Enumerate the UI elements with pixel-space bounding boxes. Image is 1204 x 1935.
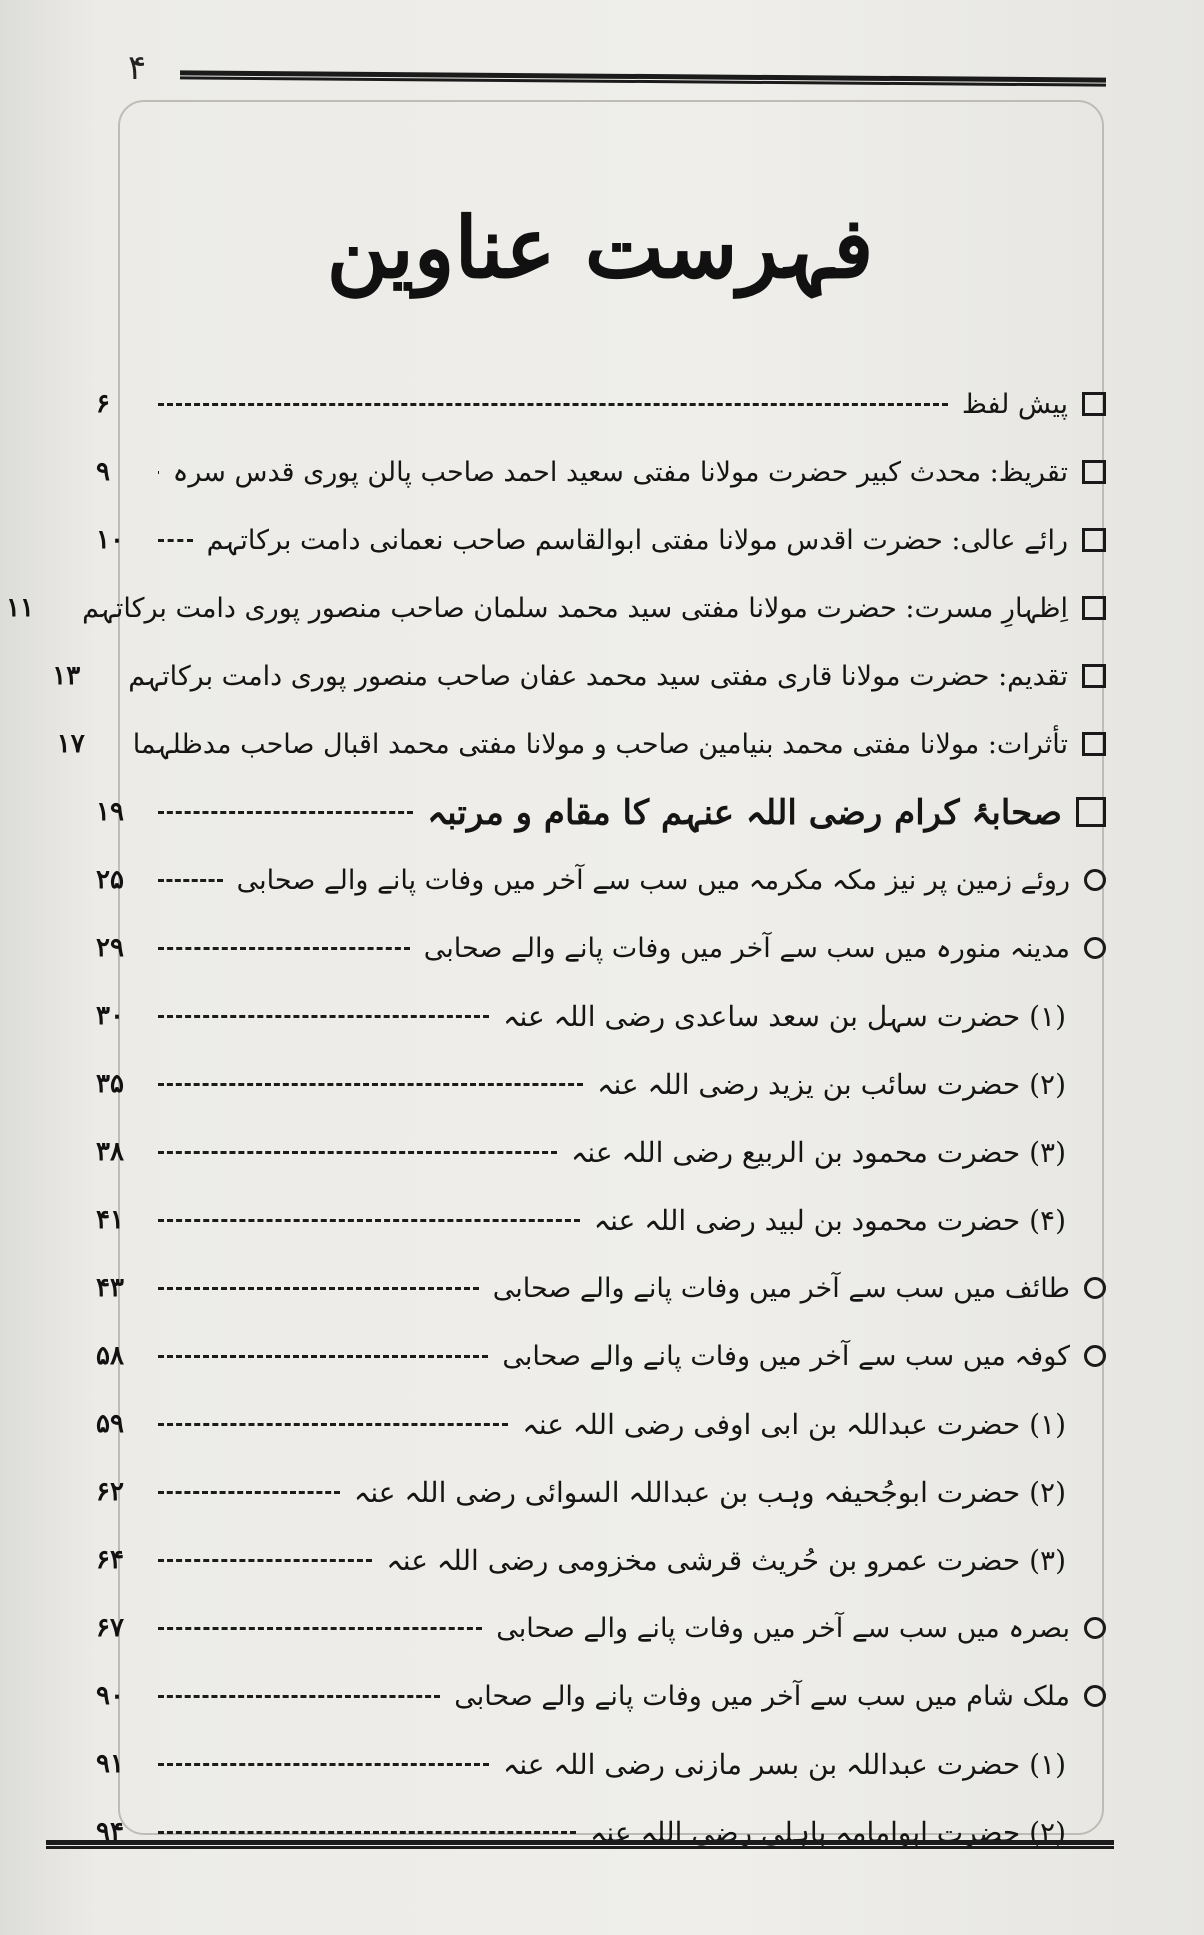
square-bullet-icon — [1082, 664, 1106, 688]
toc-entry-label: (۱) حضرت عبداللہ بن ابی اوفی رضی اللہ عنہ — [522, 1407, 1066, 1441]
toc-entry — [52, 642, 1106, 710]
dash-leader — [158, 1627, 482, 1630]
toc-entry-label: ملک شام میں سب سے آخر میں وفات پانے والے صحابی — [454, 1680, 1070, 1712]
square-bullet-icon — [1082, 528, 1106, 552]
toc-entry-page-number: ۹ — [96, 457, 110, 487]
toc-entry — [96, 1526, 1106, 1594]
toc-entry — [96, 370, 1106, 438]
dash-leader — [158, 1831, 576, 1834]
toc-entry-page-number: ۱۷ — [56, 729, 85, 759]
page-number: ۴ — [128, 48, 147, 88]
toc-entry-label: تقریظ: محدث کبیر حضرت مولانا مفتی سعید احمد صاحب پالن پوری قدس سرہ — [172, 456, 1068, 488]
bottom-rule — [46, 1840, 1114, 1849]
toc-entry-label: تأثرات: مولانا مفتی محمد بنیامین صاحب و مولانا مفتی محمد اقبال صاحب مدظلہما — [132, 728, 1068, 760]
toc-entry — [96, 438, 1106, 506]
page-title: فہرست عناوین — [326, 198, 874, 297]
toc-entry-label: پیش لفظ — [961, 388, 1068, 420]
toc-entry-label: صحابۂ کرام رضی اللہ عنہم کا مقام و مرتبہ — [427, 792, 1062, 833]
dash-leader — [158, 1491, 340, 1494]
toc-entry-page-number: ۲۹ — [96, 933, 124, 963]
circle-bullet-icon — [1084, 1617, 1106, 1639]
toc-entry-label: رائے عالی: حضرت اقدس مولانا مفتی ابوالقاسم صاحب نعمانی دامت برکاتہم — [206, 524, 1068, 556]
dash-leader — [158, 1355, 488, 1358]
toc-entry-page-number: ۳۸ — [96, 1137, 124, 1167]
dash-leader — [158, 879, 223, 882]
toc-entry-label: (۲) حضرت ابوجُحیفہ وہب بن عبداللہ السوائی رضی اللہ عنہ — [353, 1475, 1066, 1509]
square-bullet-icon — [1076, 797, 1106, 827]
dash-leader — [158, 947, 410, 950]
dash-leader — [158, 1219, 580, 1222]
toc-entry-page-number: ۵۸ — [96, 1341, 124, 1371]
toc-entry — [96, 1186, 1106, 1254]
toc-entry-label: تقدیم: حضرت مولانا قاری مفتی سید محمد عفان صاحب منصور پوری دامت برکاتہم — [128, 660, 1068, 692]
toc-entry — [96, 1322, 1106, 1390]
toc-entry — [96, 1050, 1106, 1118]
toc-entry-page-number: ۱۱ — [6, 593, 35, 623]
circle-bullet-icon — [1084, 1345, 1106, 1367]
toc-entry-label: (۲) حضرت ابوامامہ باہلی رضی اللہ عنہ — [590, 1815, 1066, 1849]
toc-entry — [96, 1662, 1106, 1730]
toc-entry — [56, 710, 1106, 778]
dash-leader — [158, 1287, 479, 1290]
toc-entry — [96, 1594, 1106, 1662]
circle-bullet-icon — [1084, 1685, 1106, 1707]
toc-entry-page-number: ۱۳ — [52, 661, 81, 691]
toc-entry-label: مدینہ منورہ میں سب سے آخر میں وفات پانے والے صحابی — [423, 932, 1070, 964]
dash-leader — [158, 1763, 489, 1766]
toc-entry-label: (۱) حضرت عبداللہ بن بسر مازنی رضی اللہ عنہ — [502, 1747, 1066, 1781]
toc-entry-label: (۳) حضرت عمرو بن حُریث قرشی مخزومی رضی اللہ عنہ — [386, 1543, 1066, 1577]
toc-entry — [6, 574, 1106, 642]
toc-entry-page-number: ۶۲ — [96, 1477, 124, 1507]
toc-entry-label: (۴) حضرت محمود بن لبید رضی اللہ عنہ — [593, 1203, 1066, 1237]
toc-entry — [96, 982, 1106, 1050]
toc-entry-page-number: ۶ — [96, 389, 110, 419]
table-of-contents — [6, 370, 1106, 1866]
toc-entry — [96, 506, 1106, 574]
toc-entry-page-number: ۶۴ — [96, 1545, 124, 1575]
dash-leader — [158, 1151, 557, 1154]
toc-entry-page-number: ۳۵ — [96, 1069, 124, 1099]
toc-entry — [96, 1390, 1106, 1458]
toc-entry-page-number: ۳۰ — [96, 1001, 124, 1031]
toc-entry-label: طائف میں سب سے آخر میں وفات پانے والے صحابی — [492, 1272, 1070, 1304]
toc-entry — [96, 846, 1106, 914]
toc-entry-label: (۲) حضرت سائب بن یزید رضی اللہ عنہ — [597, 1067, 1066, 1101]
toc-entry-label: اِظہارِ مسرت: حضرت مولانا مفتی سید محمد سلمان صاحب منصور پوری دامت برکاتہم — [82, 592, 1068, 624]
toc-entry — [96, 778, 1106, 846]
square-bullet-icon — [1082, 732, 1106, 756]
toc-entry — [96, 1798, 1106, 1866]
toc-entry-label: (۳) حضرت محمود بن الربیع رضی اللہ عنہ — [571, 1135, 1066, 1169]
toc-entry-page-number: ۱۹ — [96, 797, 124, 827]
toc-entry-label: بصرہ میں سب سے آخر میں وفات پانے والے صحابی — [496, 1612, 1070, 1644]
toc-entry — [96, 1254, 1106, 1322]
toc-entry-page-number: ۲۵ — [96, 865, 124, 895]
toc-entry-page-number: ۴۳ — [96, 1273, 124, 1303]
circle-bullet-icon — [1084, 937, 1106, 959]
toc-entry-label: کوفہ میں سب سے آخر میں وفات پانے والے صحابی — [502, 1340, 1070, 1372]
toc-entry-label: (۱) حضرت سہل بن سعد ساعدی رضی اللہ عنہ — [503, 999, 1066, 1033]
dash-leader — [158, 1015, 489, 1018]
toc-entry — [96, 914, 1106, 982]
toc-entry-label: روئے زمین پر نیز مکہ مکرمہ میں سب سے آخر میں وفات پانے والے صحابی — [236, 864, 1070, 896]
toc-entry — [96, 1118, 1106, 1186]
dash-leader — [158, 403, 948, 406]
toc-entry-page-number: ۶۷ — [96, 1613, 124, 1643]
toc-entry-page-number: ۵۹ — [96, 1409, 124, 1439]
circle-bullet-icon — [1084, 869, 1106, 891]
toc-entry — [96, 1730, 1106, 1798]
dash-leader — [158, 1559, 372, 1562]
dash-leader — [158, 1423, 508, 1426]
square-bullet-icon — [1082, 392, 1106, 416]
square-bullet-icon — [1082, 460, 1106, 484]
top-rule — [180, 70, 1106, 86]
square-bullet-icon — [1082, 596, 1106, 620]
toc-entry-page-number: ۹۱ — [96, 1749, 124, 1779]
dash-leader — [158, 811, 413, 814]
dash-leader — [158, 1695, 440, 1698]
toc-entry-page-number: ۹۴ — [96, 1817, 124, 1847]
toc-entry — [96, 1458, 1106, 1526]
circle-bullet-icon — [1084, 1277, 1106, 1299]
dash-leader — [158, 471, 159, 474]
toc-entry-page-number: ۴۱ — [96, 1205, 124, 1235]
dash-leader — [158, 539, 193, 542]
dash-leader — [158, 1083, 583, 1086]
toc-entry-page-number: ۹۰ — [96, 1681, 124, 1711]
toc-entry-page-number: ۱۰ — [96, 525, 124, 555]
